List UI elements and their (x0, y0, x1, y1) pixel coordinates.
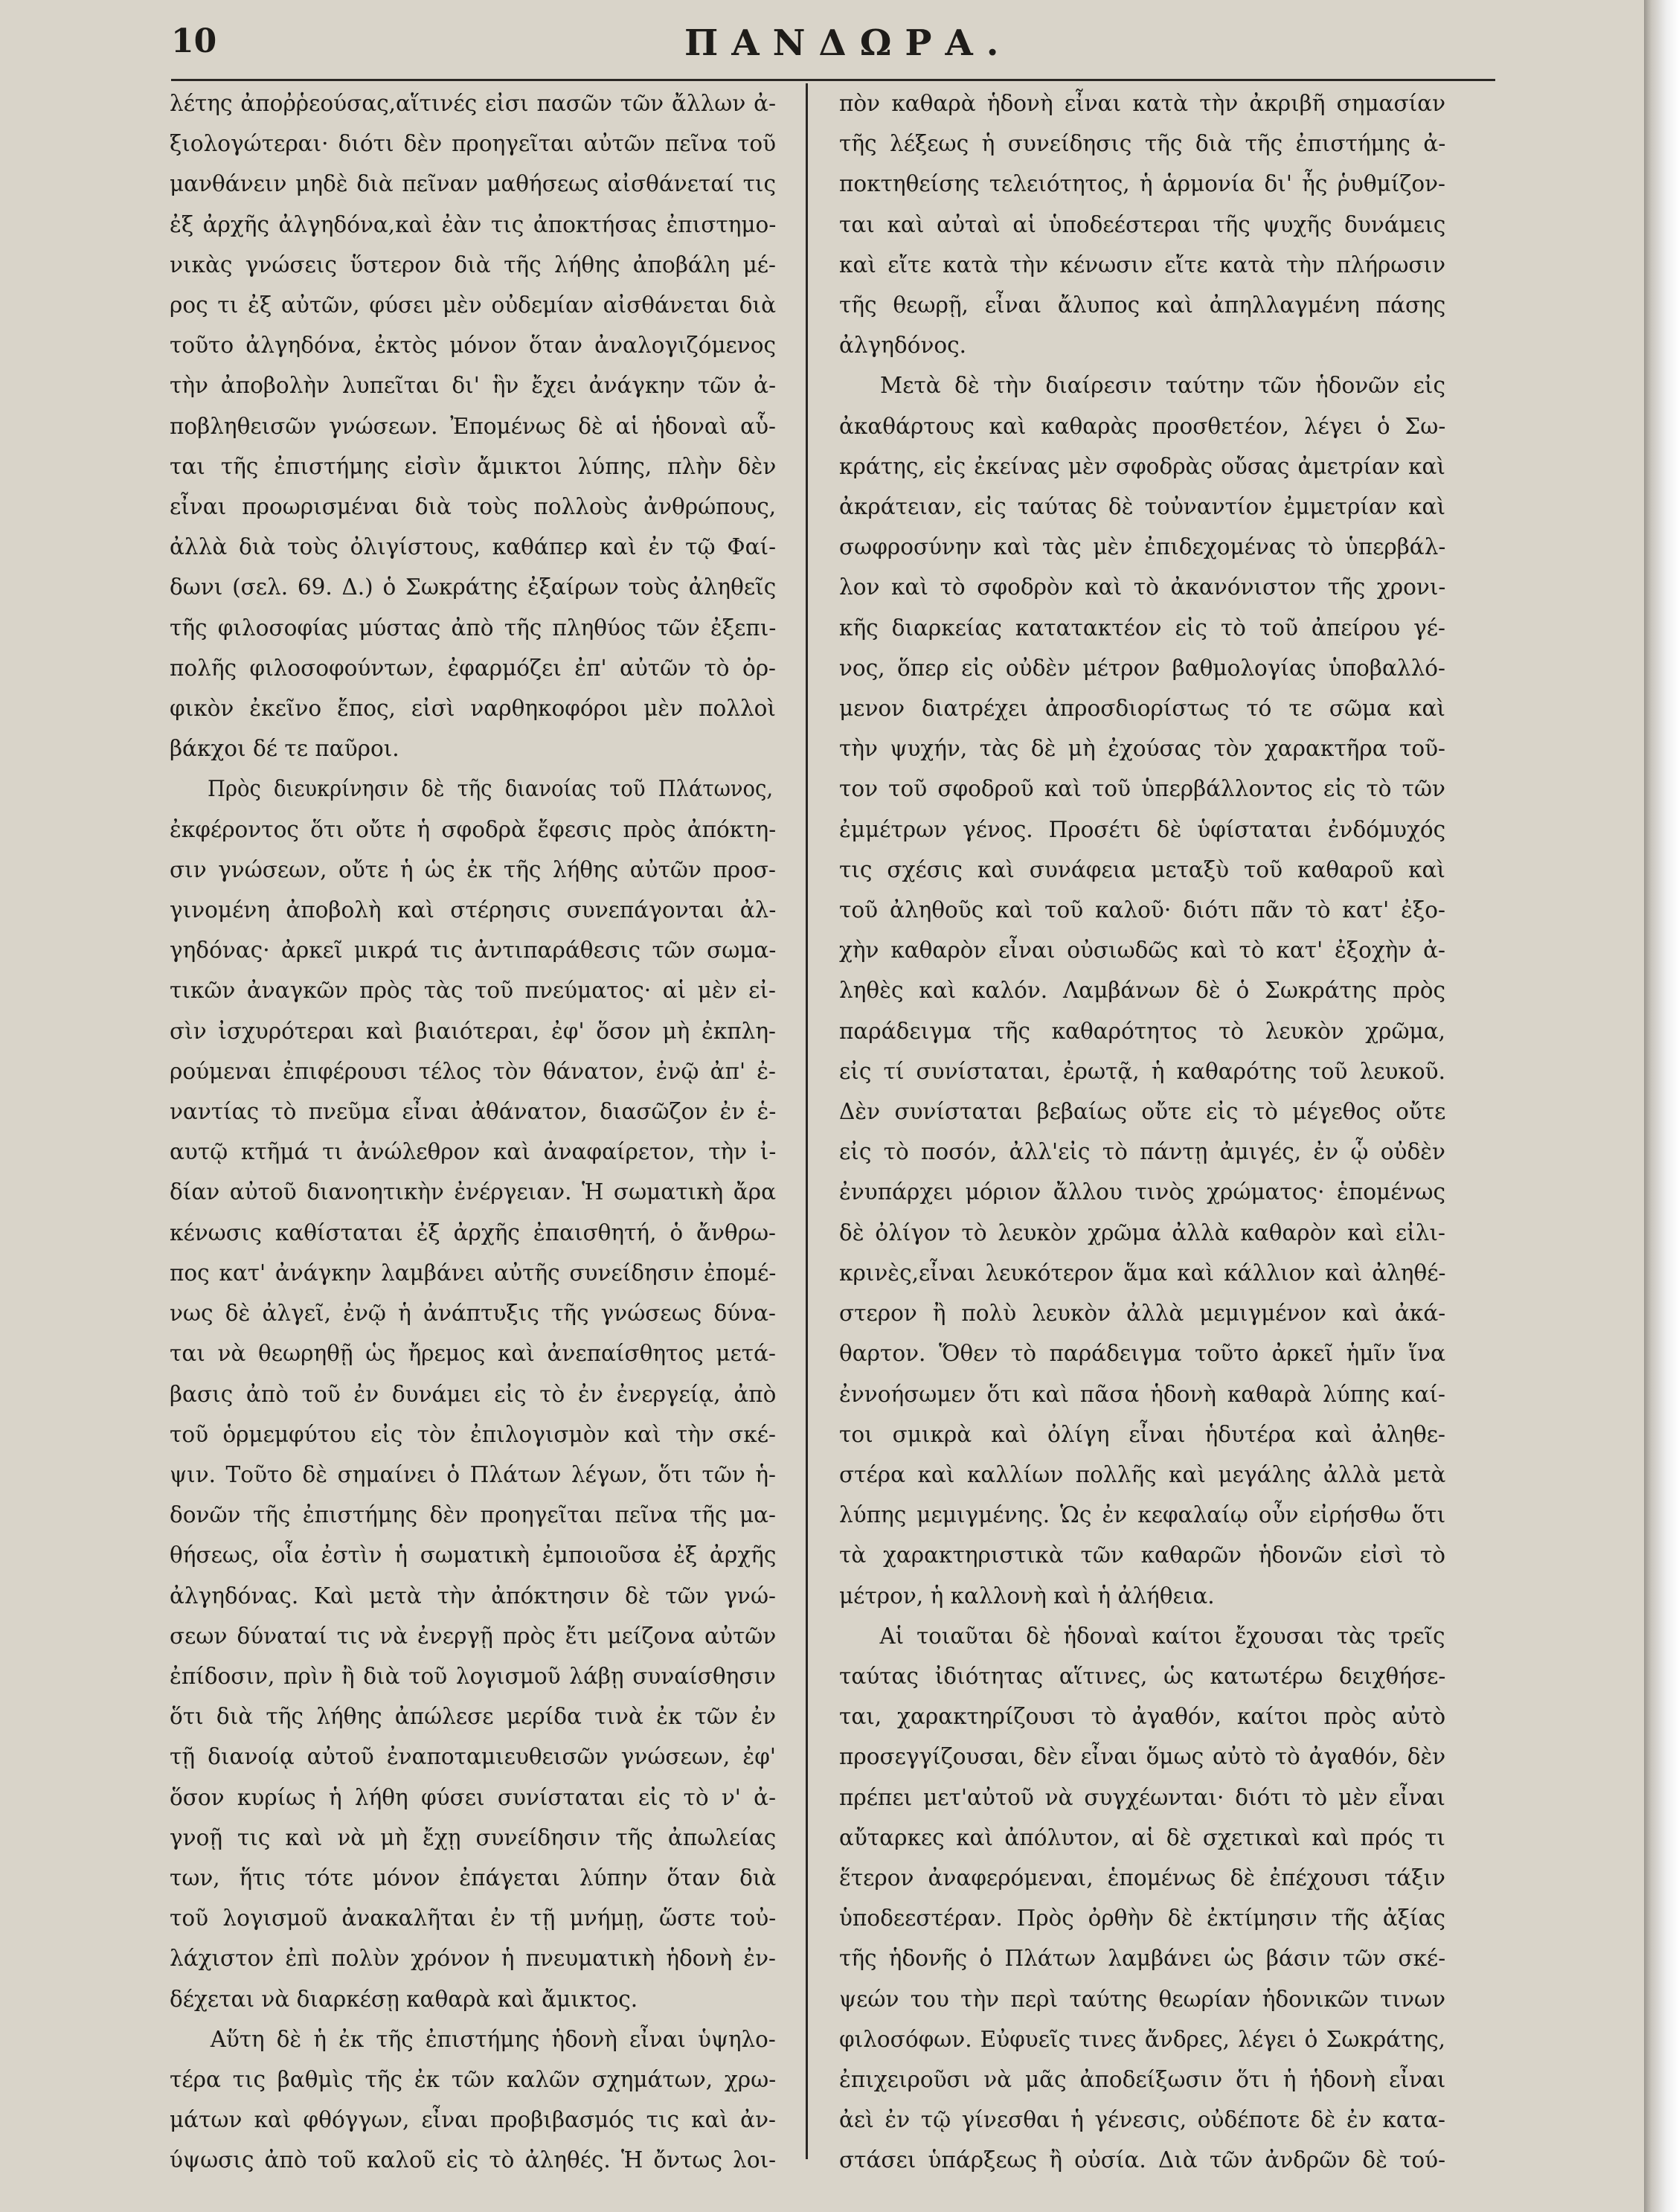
text-line: ἐξ ἀρχῆς ἀλγηδόνα,καὶ ἐὰν τις ἀποκτήσας ἐπιστημο- (170, 211, 777, 237)
text-line: ἀλγηδόνος. (839, 333, 967, 359)
text-line: πος κατ' ἀνάγκην λαμβάνει αὐτῆς συνείδησιν ἐπομέ- (170, 1260, 777, 1286)
text-line: ἀλλὰ διὰ τοὺς ὀλιγίστους, καθάπερ καὶ ἐν τῷ Φαί- (170, 534, 777, 560)
text-line: τὰ χαρακτηριστικὰ τῶν καθαρῶν ἡδονῶν εἰσὶ τὸ (839, 1542, 1445, 1568)
text-line: ψιν. Τοῦτο δὲ σημαίνει ὁ Πλάτων λέγων, ὅτι τῶν ἡ- (170, 1461, 776, 1487)
text-line: ται τῆς ἐπιστήμης εἰσὶν ἄμικτοι λύπης, πλὴν δὲν (170, 453, 777, 479)
text-line: ὑποδεεστέραν. Πρὸς ὀρθὴν δὲ ἐκτίμησιν τῆς ἀξίας (839, 1905, 1445, 1932)
journal-title: ΠΑΝΔΩΡΑ. (684, 22, 1012, 64)
text-line: λύπης μεμιγμένης. Ὡς ἐν κεφαλαίῳ οὖν εἰρήσθω ὅτι (839, 1502, 1446, 1528)
text-line: εἰς τὸ ποσόν, ἀλλ'εἰς τὸ πάντῃ ἀμιγές, ἐν ᾧ οὐδὲν (839, 1139, 1445, 1165)
text-line: τὴν ψυχήν, τὰς δὲ μὴ ἐχούσας τὸν χαρακτῆρα τοῦ- (839, 736, 1445, 762)
text-line: ναντίας τὸ πνεῦμα εἶναι ἀθάνατον, διασῶζον ἐν ἑ- (170, 1099, 777, 1125)
text-line: κράτης, εἰς ἐκείνας μὲν σφοδρὰς οὔσας ἀμετρίαν καὶ (839, 453, 1445, 479)
text-line: ἀκαθάρτους καὶ καθαρὰς προσθετέον, λέγει ὁ Σω- (839, 413, 1446, 439)
text-line: τον τοῦ σφοδροῦ καὶ τοῦ ὑπερβάλλοντος εἰς τὸ τῶν (839, 776, 1445, 802)
text-line: ποκτηθείσης τελειότητος, ἡ ἁρμονία δι' ἧς ῥυθμίζον- (839, 171, 1446, 197)
text-line: τις σχέσις καὶ συνάφεια μεταξὺ τοῦ καθαροῦ καὶ (839, 856, 1445, 882)
column-divider (806, 83, 808, 2159)
text-line: ρούμεναι ἐπιφέρουσι τέλος τὸν θάνατον, ἐνῷ ἀπ' ἐ- (170, 1058, 776, 1084)
text-line: μέτρον, ἡ καλλονὴ καὶ ἡ ἀλήθεια. (839, 1583, 1215, 1609)
text-line: παράδειγμα τῆς καθαρότητος τὸ λευκὸν χρῶμα, (839, 1018, 1445, 1044)
text-line: νικὰς γνώσεις ὕστερον διὰ τῆς λήθης ἀποβάλη μέ- (170, 251, 776, 278)
text-line: εἶναι προωρισμέναι διὰ τοὺς πολλοὺς ἀνθρώπους, (170, 494, 777, 520)
text-line: ἀεὶ ἐν τῷ γίνεσθαι ἡ γένεσις, οὐδέποτε δὲ ἐν κατα- (839, 2107, 1445, 2133)
right-column (839, 83, 1445, 2181)
text-line: ὅτι διὰ τῆς λήθης ἀπώλεσε μερίδα τινὰ ἐκ τῶν ἐν (170, 1704, 777, 1730)
text-line: λον καὶ τὸ σφοδρὸν καὶ τὸ ἀκανόνιστον τῆς χρονι- (839, 574, 1446, 600)
page-number: 10 (171, 22, 217, 60)
text-line: τὴν ἀποβολὴν λυπεῖται δι' ἣν ἔχει ἀνάγκην τῶν ἀ- (170, 373, 777, 399)
text-line: ἐπιχειροῦσι νὰ μᾶς ἀποδείξωσιν ὅτι ἡ ἡδονὴ εἶναι (839, 2066, 1446, 2092)
text-line: τοῦ ὁρμεμφύτου εἰς τὸν ἐπιλογισμὸν καὶ τὴν σκέ- (170, 1421, 776, 1447)
text-line: ληθὲς καὶ καλόν. Λαμβάνων δὲ ὁ Σωκράτης πρὸς (839, 978, 1445, 1004)
text-line: τῆς θεωρῇ, εἶναι ἄλυπος καὶ ἀπηλλαγμένη πάσης (839, 292, 1446, 318)
text-line: τῆς φιλοσοφίας μύστας ἀπὸ τῆς πληθύος τῶν ἐξεπι- (170, 615, 777, 641)
text-line: ἐνυπάρχει μόριον ἄλλου τινὸς χρώματος· ἑπομένως (839, 1179, 1445, 1205)
text-line: λάχιστον ἐπὶ πολὺν χρόνον ἡ πνευματικὴ ἡδονὴ ἐν- (170, 1946, 776, 1972)
text-line: ἐπίδοσιν, πρὶν ἢ διὰ τοῦ λογισμοῦ λάβῃ συναίσθησιν (170, 1663, 776, 1689)
text-line: προσεγγίζουσαι, δὲν εἶναι ὅμως αὐτὸ τὸ ἀγαθόν, δὲν (839, 1744, 1446, 1770)
header-rule (171, 79, 1495, 81)
text-line: ἐννοήσωμεν ὅτι καὶ πᾶσα ἡδονὴ καθαρὰ λύπης καί- (839, 1381, 1445, 1407)
text-line: κένωσις καθίσταται ἐξ ἀρχῆς ἐπαισθητή, ὁ ἄνθρω- (170, 1219, 776, 1246)
text-line: τοῦτο ἀλγηδόνα, ἐκτὸς μόνον ὅταν ἀναλογιζόμενος (170, 333, 776, 359)
text-line: Αἱ τοιαῦται δὲ ἡδοναὶ καίτοι ἔχουσαι τὰς τρεῖς (879, 1623, 1445, 1649)
left-column (170, 83, 776, 2181)
text-line: ρος τι ἐξ αὐτῶν, φύσει μὲν οὐδεμίαν αἰσθάνεται διὰ (170, 292, 776, 318)
text-line: μανθάνειν μηδὲ διὰ πεῖναν μαθήσεως αἰσθάνεταί τις (170, 171, 776, 197)
text-line: δονῶν τῆς ἐπιστήμης δὲν προηγεῖται πεῖνα τῆς μα- (170, 1502, 776, 1528)
text-line: Μετὰ δὲ τὴν διαίρεσιν ταύτην τῶν ἡδονῶν εἰς (880, 373, 1445, 399)
text-line: μάτων καὶ φθόγγων, εἶναι προβιβασμός τις καὶ ἀν- (170, 2107, 776, 2133)
text-line: σιν γνώσεων, οὔτε ἡ ὡς ἐκ τῆς λήθης αὐτῶν προσ- (170, 856, 776, 882)
text-line: Δὲν συνίσταται βεβαίως οὔτε εἰς τὸ μέγεθος οὔτε (839, 1099, 1446, 1125)
text-line: ται νὰ θεωρηθῇ ὡς ἤρεμος καὶ ἀνεπαίσθητος μετά- (170, 1341, 776, 1367)
text-line: θήσεως, οἷα ἐστὶν ἡ σωματικὴ ἐμποιοῦσα ἐξ ἀρχῆς (170, 1542, 777, 1568)
text-line: γινομένη ἀποβολὴ καὶ στέρησις συνεπάγονται ἀλ- (170, 897, 777, 923)
text-line: των, ἥτις τότε μόνον ἐπάγεται λύπην ὅταν διὰ (170, 1865, 777, 1891)
text-line: στάσει ὑπάρξεως ἢ οὐσία. Διὰ τῶν ἀνδρῶν δὲ τού- (839, 2147, 1446, 2173)
text-line: ἐμμέτρων γένος. Προσέτι δὲ ὑφίσταται ἐνδόμυχός (839, 816, 1446, 842)
text-line: σὶν ἰσχυρότεραι καὶ βιαιότεραι, ἐφ' ὅσον μὴ ἐκπλη- (170, 1018, 776, 1044)
text-line: ται, χαρακτηρίζουσι τὸ ἀγαθόν, καίτοι πρὸς αὐτὸ (839, 1704, 1446, 1730)
text-line: πρέπει μετ'αὐτοῦ νὰ συγχέωνται· διότι τὸ μὲν εἶναι (839, 1784, 1445, 1810)
text-line: τικῶν ἀναγκῶν πρὸς τὰς τοῦ πνεύματος· αἱ μὲν εἰ- (170, 978, 776, 1004)
text-line: ται καὶ αὐταὶ αἱ ὑποδεέστεραι τῆς ψυχῆς δυνάμεις (839, 211, 1446, 237)
text-line: εἰς τί συνίσταται, ἐρωτᾷ, ἡ καθαρότης τοῦ λευκοῦ. (839, 1058, 1445, 1084)
text-line: Αὕτη δὲ ἡ ἐκ τῆς ἐπιστήμης ἡδονὴ εἶναι ὑψηλο- (210, 2026, 776, 2052)
text-line: ξιολογώτεραι· διότι δὲν προηγεῖται αὐτῶν πεῖνα τοῦ (170, 131, 777, 157)
text-line: τέρα τις βαθμὶς τῆς ἐκ τῶν καλῶν σχημάτων, χρω- (170, 2066, 777, 2092)
text-line: τοι σμικρὰ καὶ ὀλίγη εἶναι ἡδυτέρα καὶ ἀληθε- (839, 1421, 1445, 1447)
text-line: τῇ διανοίᾳ αὐτοῦ ἐναποταμιευθεισῶν γνώσεων, ἐφ' (170, 1744, 776, 1770)
text-line: ὅσον κυρίως ἡ λήθη φύσει συνίσταται εἰς τὸ ν' ἀ- (170, 1784, 777, 1810)
text-line: καὶ εἴτε κατὰ τὴν κένωσιν εἴτε κατὰ τὴν πλήρωσιν (839, 251, 1446, 278)
text-line: ἐκφέροντος ὅτι οὔτε ἡ σφοδρὰ ἔφεσις πρὸς ἀπόκτη- (170, 816, 777, 842)
text-line: φιλοσόφων. Εὐφυεῖς τινες ἄνδρες, λέγει ὁ Σωκράτης, (839, 2026, 1445, 2052)
text-line: θαρτον. Ὅθεν τὸ παράδειγμα τοῦτο ἀρκεῖ ἡμῖν ἵνα (839, 1341, 1445, 1367)
text-line: κῆς διαρκείας κατατακτέον εἰς τὸ τοῦ ἀπείρου γέ- (839, 615, 1445, 641)
text-line: ποβληθεισῶν γνώσεων. Ἐπομένως δὲ αἱ ἡδοναὶ αὗ- (170, 413, 776, 439)
text-line: χὴν καθαρὸν εἶναι οὐσιωδῶς καὶ τὸ κατ' ἐξοχὴν ἀ- (839, 937, 1445, 964)
text-line: ταύτας ἰδιότητας αἵτινες, ὡς κατωτέρω δειχθήσε- (839, 1663, 1446, 1689)
text-line: ἀκράτειαν, εἰς ταύτας δὲ τοὐναντίον ἐμμετρίαν καὶ (839, 494, 1446, 520)
text-line: νως δὲ ἀλγεῖ, ἐνῷ ἡ ἀνάπτυξις τῆς γνώσεως δύνα- (170, 1301, 776, 1327)
text-line: τῆς λέξεως ἡ συνείδησις τῆς διὰ τῆς ἐπιστήμης ἀ- (839, 131, 1446, 157)
text-line: κρινὲς,εἶναι λευκότερον ἅμα καὶ κάλλιον καὶ ἀληθέ- (839, 1260, 1446, 1286)
text-line: σεων δύναταί τις νὰ ἐνεργῇ πρὸς ἔτι μείζονα αὐτῶν (170, 1623, 777, 1649)
text-line: πολῆς φιλοσοφούντων, ἐφαρμόζει ἐπ' αὐτῶν τὸ ὀρ- (170, 655, 777, 681)
text-line: πὸν καθαρὰ ἡδονὴ εἶναι κατὰ τὴν ἀκριβῆ σημασίαν (839, 91, 1446, 116)
text-line: νος, ὅπερ εἰς οὐδὲν μέτρον βαθμολογίας ὑποβαλλό- (839, 655, 1445, 681)
text-line: τῆς ἡδονῆς ὁ Πλάτων λαμβάνει ὡς βάσιν τῶν σκέ- (839, 1946, 1446, 1972)
text-line: ἀλγηδόνας. Καὶ μετὰ τὴν ἀπόκτησιν δὲ τῶν γνώ- (170, 1583, 776, 1609)
text-line: μενον διατρέχει ἀπροσδιορίστως τό τε σῶμα καὶ (839, 696, 1445, 722)
text-line: αὔταρκες καὶ ἀπόλυτον, αἱ δὲ σχετικαὶ καὶ πρός τι (839, 1824, 1445, 1850)
text-line: δὲ ὀλίγον τὸ λευκὸν χρῶμα ἀλλὰ καθαρὸν καὶ εἰλι- (839, 1219, 1445, 1246)
text-line: Πρὸς διευκρίνησιν δὲ τῆς διανοίας τοῦ Πλάτωνος, (208, 776, 774, 802)
text-line: τοῦ ἀληθοῦς καὶ τοῦ καλοῦ· διότι πᾶν τὸ κατ' ἐξο- (839, 897, 1445, 923)
text-line: ψεών του τὴν περὶ ταύτης θεωρίαν ἡδονικῶν τινων (839, 1986, 1446, 2012)
text-line: σωφροσύνην καὶ τὰς μὲν ἐπιδεχομένας τὸ ὑπερβάλ- (839, 534, 1446, 560)
text-line: γηδόνας· ἀρκεῖ μικρά τις ἀντιπαράθεσις τῶν σωμα- (170, 937, 777, 964)
page-header (171, 22, 1495, 74)
text-line: στερον ἢ πολὺ λευκὸν ἀλλὰ μεμιγμένον καὶ ἀκά- (839, 1301, 1446, 1327)
scan-margin (1644, 0, 1679, 2212)
text-line: αυτῷ κτῆμά τι ἀνώλεθρον καὶ ἀναφαίρετον, τὴν ἰ- (170, 1139, 777, 1165)
text-line: φικὸν ἐκεῖνο ἔπος, εἰσὶ ναρθηκοφόροι μὲν πολλοὶ (170, 696, 776, 722)
text-line: ύψωσις ἀπὸ τοῦ καλοῦ εἰς τὸ ἀληθές. Ἡ ὄντως λοι- (170, 2147, 777, 2173)
text-line: δίαν αὐτοῦ διανοητικὴν ἐνέργειαν. Ἡ σωματικὴ ἄρα (170, 1179, 776, 1205)
text-line: λέτης ἀποῤῥεούσας,αἵτινές εἰσι πασῶν τῶν ἄλλων ἀ- (170, 91, 777, 116)
text-line: βασις ἀπὸ τοῦ ἐν δυνάμει εἰς τὸ ἐν ἐνεργείᾳ, ἀπὸ (170, 1381, 777, 1407)
text-line: βάκχοι δέ τε παῦροι. (170, 736, 399, 762)
text-line: δέχεται νὰ διαρκέσῃ καθαρὰ καὶ ἄμικτος. (170, 1986, 638, 2012)
text-line: δωνι (σελ. 69. Δ.) ὁ Σωκράτης ἐξαίρων τοὺς ἀληθεῖς (170, 574, 777, 600)
text-line: στέρα καὶ καλλίων πολλῆς καὶ μεγάλης ἀλλὰ μετὰ (839, 1461, 1446, 1487)
text-line: τοῦ λογισμοῦ ἀνακαλῆται ἐν τῇ μνήμῃ, ὥστε τοὐ- (170, 1905, 777, 1932)
text-line: γνοῇ τις καὶ νὰ μὴ ἔχῃ συνείδησιν τῆς ἀπωλείας (170, 1824, 777, 1850)
text-line: ἕτερον ἀναφερόμεναι, ἑπομένως δὲ ἐπέχουσι τάξιν (839, 1865, 1445, 1891)
